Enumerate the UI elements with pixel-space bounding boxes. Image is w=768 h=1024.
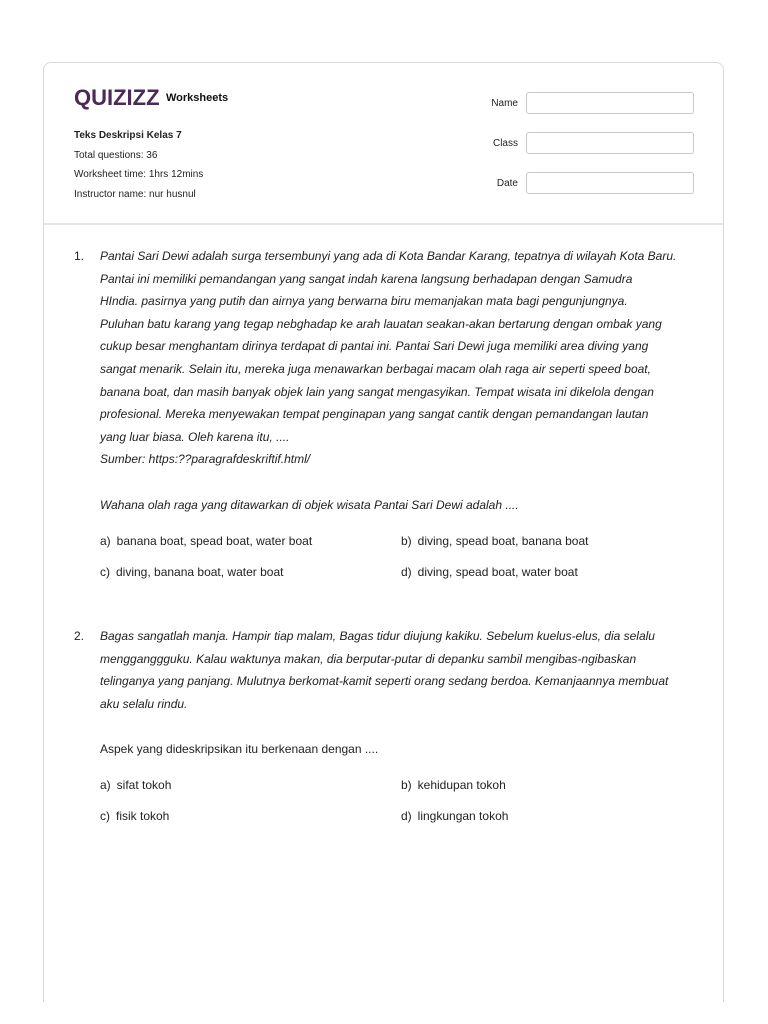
name-input[interactable] <box>526 92 694 114</box>
question-passage <box>100 625 699 715</box>
option-letter: a) <box>100 777 111 792</box>
name-field <box>464 92 694 114</box>
class-label: Class <box>492 137 518 149</box>
option-text: fisik tokoh <box>116 808 170 823</box>
passage-line: sangat menarik. Selain itu, mereka juga menawarkan berbagai macam olah raga air seperti speed boat, <box>100 361 651 376</box>
option-c[interactable] <box>100 805 401 827</box>
passage-line: profesional. Mereka menyewakan tempat penginapan yang sangat cantik dengan pemandangan lautan <box>100 407 649 422</box>
question-1 <box>74 245 699 583</box>
option-letter: b) <box>401 777 412 792</box>
quizizz-logo-text: QUIZIZZ <box>74 85 160 110</box>
class-field <box>464 132 694 154</box>
option-a[interactable] <box>100 774 401 796</box>
option-text: lingkungan tokoh <box>417 808 509 823</box>
option-d[interactable] <box>401 805 701 827</box>
passage-source: Sumber: https:??paragrafdeskriftif.html/ <box>100 452 311 467</box>
passage-line: aku selalu rindu. <box>100 696 188 711</box>
option-a[interactable] <box>100 530 401 552</box>
worksheet-header <box>44 63 723 225</box>
option-d[interactable] <box>401 561 701 583</box>
option-text: diving, spead boat, banana boat <box>417 533 589 548</box>
worksheet-title: Teks Deskripsi Kelas 7 <box>74 130 182 141</box>
passage-line: Bagas sangatlah manja. Hampir tiap malam, Bagas tidur diujung kakiku. Sebelum kuelus-elus, dia selalu <box>100 629 655 643</box>
answer-options <box>100 774 699 827</box>
question-prompt: Wahana olah raga yang ditawarkan di objek wisata Pantai Sari Dewi adalah .... <box>100 497 519 512</box>
option-letter: d) <box>401 808 412 823</box>
option-letter: a) <box>100 533 111 548</box>
option-b[interactable] <box>401 530 701 552</box>
option-letter: c) <box>100 564 110 579</box>
worksheet-page <box>43 62 724 1002</box>
option-text: diving, spead boat, water boat <box>417 564 578 579</box>
date-input[interactable] <box>526 172 694 194</box>
question-number: 2. <box>74 629 85 643</box>
question-number: 1. <box>74 249 85 263</box>
passage-line: Pantai Sari Dewi adalah surga tersembunyi yang ada di Kota Bandar Karang, tepatnya di wilayah Kota Baru. <box>100 249 677 263</box>
option-c[interactable] <box>100 561 401 583</box>
option-text: banana boat, spead boat, water boat <box>116 533 313 548</box>
answer-options <box>100 530 699 583</box>
option-letter: b) <box>401 533 412 548</box>
question-passage <box>100 245 699 471</box>
option-letter: c) <box>100 808 110 823</box>
passage-line: yang luar biasa. Oleh karena itu, .... <box>100 429 290 444</box>
date-field <box>464 172 694 194</box>
brand <box>74 85 228 111</box>
class-input[interactable] <box>526 132 694 154</box>
worksheet-time: Worksheet time: 1hrs 12mins <box>74 169 204 180</box>
date-label: Date <box>496 177 518 189</box>
option-b[interactable] <box>401 774 701 796</box>
passage-line: HIndia. pasirnya yang putih dan airnya yang berwarna biru memanjakan mata bagi pengunjungnya. <box>100 294 628 309</box>
passage-line: mengganggguku. Kalau waktunya makan, dia berputar-putar di depanku sambil mengibas-ngibaskan <box>100 651 637 666</box>
brand-sub: Worksheets <box>166 92 229 104</box>
name-label: Name <box>491 97 518 109</box>
passage-line: telinganya yang panjang. Mulutnya berkomat-kamit seperti orang sedang berdoa. Kemanjaannya membuat <box>100 674 669 689</box>
passage-line: Puluhan batu karang yang tegap nebghadap ke arah lauatan seakan-akan bertarung dengan ombak yang <box>100 316 662 331</box>
total-questions: Total questions: 36 <box>74 149 158 161</box>
passage-line: Pantai ini memiliki pemandangan yang sangat indah karena langsung berhadapan dengan Samudra <box>100 271 633 286</box>
worksheet-meta <box>74 126 203 204</box>
option-letter: d) <box>401 564 412 579</box>
option-text: sifat tokoh <box>116 777 172 792</box>
option-text: diving, banana boat, water boat <box>116 564 284 579</box>
quizizz-logo <box>74 85 160 111</box>
question-2 <box>74 625 699 827</box>
instructor-name: Instructor name: nur husnul <box>74 188 196 200</box>
passage-line: cukup besar menghantam dirinya terdapat di pantai ini. Pantai Sari Dewi juga memiliki area diving yang <box>100 339 649 354</box>
question-prompt: Aspek yang dideskripsikan itu berkenaan dengan .... <box>100 742 379 757</box>
passage-line: banana boat, dan masih banyak objek lain yang sangat mengasyikan. Tempat wisata ini dikelola dengan <box>100 384 654 399</box>
option-text: kehidupan tokoh <box>417 777 506 792</box>
